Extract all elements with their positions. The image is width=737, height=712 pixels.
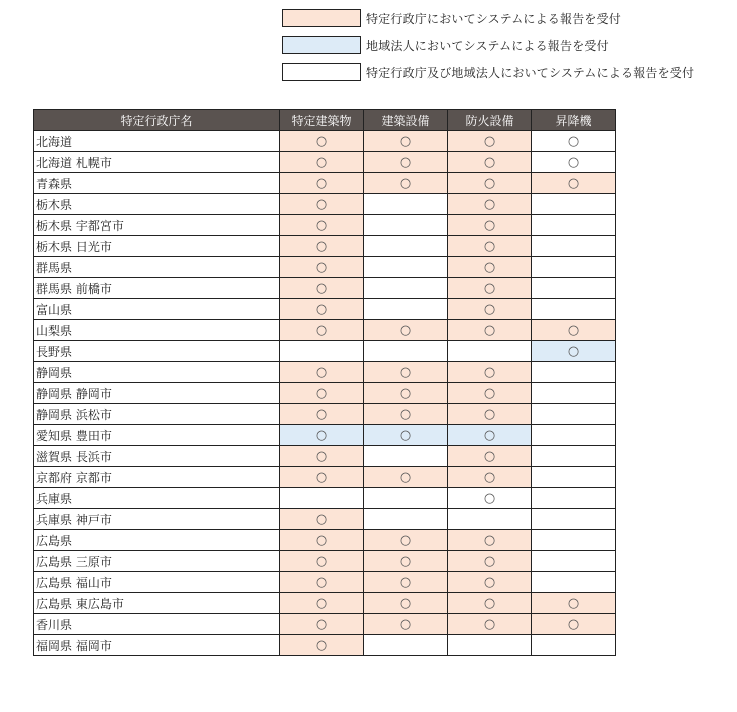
circle-mark: ○ — [567, 616, 580, 632]
status-cell — [280, 362, 364, 383]
authority-name-cell: 福岡県 福岡市 — [34, 635, 280, 656]
status-cell — [280, 572, 364, 593]
status-cell — [280, 614, 364, 635]
table-row — [34, 131, 616, 152]
circle-mark: ○ — [315, 406, 328, 422]
status-cell — [280, 173, 364, 194]
status-cell — [364, 341, 448, 362]
status-cell — [364, 383, 448, 404]
status-cell — [448, 467, 532, 488]
status-cell — [448, 425, 532, 446]
circle-mark: ○ — [315, 574, 328, 590]
status-cell — [364, 488, 448, 509]
status-cell — [448, 215, 532, 236]
table-row — [34, 530, 616, 551]
circle-mark: ○ — [483, 217, 496, 233]
circle-mark: ○ — [315, 364, 328, 380]
authority-name-cell: 山梨県 — [34, 320, 280, 341]
status-cell — [280, 299, 364, 320]
circle-mark: ○ — [483, 385, 496, 401]
circle-mark: ○ — [399, 154, 412, 170]
reporting-table — [33, 109, 616, 656]
circle-mark: ○ — [399, 364, 412, 380]
circle-mark: ○ — [315, 616, 328, 632]
authority-name-cell: 広島県 — [34, 530, 280, 551]
status-cell — [532, 341, 616, 362]
circle-mark: ○ — [567, 154, 580, 170]
status-cell — [364, 320, 448, 341]
authority-name-cell: 群馬県 前橋市 — [34, 278, 280, 299]
status-cell — [364, 278, 448, 299]
status-cell — [448, 152, 532, 173]
circle-mark: ○ — [315, 511, 328, 527]
circle-mark: ○ — [315, 637, 328, 653]
authority-name-cell: 北海道 — [34, 131, 280, 152]
status-cell — [364, 467, 448, 488]
status-cell — [448, 257, 532, 278]
table-row — [34, 383, 616, 404]
circle-mark: ○ — [483, 490, 496, 506]
legend-swatch — [282, 9, 361, 27]
table-row — [34, 467, 616, 488]
status-cell — [364, 257, 448, 278]
circle-mark: ○ — [399, 469, 412, 485]
authority-name-cell: 兵庫県 神戸市 — [34, 509, 280, 530]
status-cell — [532, 236, 616, 257]
circle-mark: ○ — [483, 574, 496, 590]
status-cell — [532, 362, 616, 383]
status-cell — [364, 530, 448, 551]
circle-mark: ○ — [483, 154, 496, 170]
status-cell — [280, 341, 364, 362]
status-cell — [532, 425, 616, 446]
status-cell — [448, 362, 532, 383]
table-row — [34, 173, 616, 194]
table-row — [34, 446, 616, 467]
status-cell — [448, 173, 532, 194]
circle-mark: ○ — [399, 553, 412, 569]
circle-mark: ○ — [483, 322, 496, 338]
circle-mark: ○ — [483, 259, 496, 275]
status-cell — [364, 509, 448, 530]
circle-mark: ○ — [483, 448, 496, 464]
status-cell — [532, 215, 616, 236]
circle-mark: ○ — [399, 616, 412, 632]
circle-mark: ○ — [567, 343, 580, 359]
circle-mark: ○ — [315, 532, 328, 548]
legend-swatch — [282, 36, 361, 54]
table-row — [34, 488, 616, 509]
status-cell — [280, 488, 364, 509]
table-row — [34, 362, 616, 383]
header-building-equipment: 建築設備 — [364, 110, 448, 131]
circle-mark: ○ — [483, 238, 496, 254]
status-cell — [280, 236, 364, 257]
authority-name-cell: 京都府 京都市 — [34, 467, 280, 488]
status-cell — [532, 635, 616, 656]
authority-name-cell: 兵庫県 — [34, 488, 280, 509]
status-cell — [280, 383, 364, 404]
status-cell — [532, 509, 616, 530]
authority-name-cell: 栃木県 — [34, 194, 280, 215]
circle-mark: ○ — [483, 133, 496, 149]
table-row — [34, 404, 616, 425]
circle-mark: ○ — [399, 532, 412, 548]
status-cell — [364, 131, 448, 152]
table-row — [34, 215, 616, 236]
legend-label: 特定行政庁においてシステムによる報告を受付 — [366, 11, 622, 26]
status-cell — [364, 404, 448, 425]
circle-mark: ○ — [399, 574, 412, 590]
status-cell — [532, 467, 616, 488]
authority-name-cell: 北海道 札幌市 — [34, 152, 280, 173]
status-cell — [280, 425, 364, 446]
status-cell — [532, 383, 616, 404]
authority-name-cell: 青森県 — [34, 173, 280, 194]
authority-name-cell: 群馬県 — [34, 257, 280, 278]
legend-swatch — [282, 63, 361, 81]
status-cell — [448, 488, 532, 509]
circle-mark: ○ — [399, 175, 412, 191]
status-cell — [448, 530, 532, 551]
status-cell — [280, 257, 364, 278]
legend-item — [282, 35, 694, 55]
status-cell — [280, 467, 364, 488]
status-cell — [532, 299, 616, 320]
status-cell — [364, 635, 448, 656]
status-cell — [364, 362, 448, 383]
authority-name-cell: 静岡県 — [34, 362, 280, 383]
status-cell — [532, 530, 616, 551]
status-cell — [532, 593, 616, 614]
circle-mark: ○ — [483, 532, 496, 548]
table-row — [34, 635, 616, 656]
status-cell — [448, 593, 532, 614]
status-cell — [280, 404, 364, 425]
authority-name-cell: 広島県 東広島市 — [34, 593, 280, 614]
table-row — [34, 509, 616, 530]
status-cell — [280, 320, 364, 341]
table-row — [34, 593, 616, 614]
status-cell — [280, 635, 364, 656]
authority-name-cell: 長野県 — [34, 341, 280, 362]
status-cell — [532, 446, 616, 467]
legend — [282, 8, 694, 89]
status-cell — [364, 593, 448, 614]
status-cell — [532, 194, 616, 215]
status-cell — [532, 152, 616, 173]
circle-mark: ○ — [483, 406, 496, 422]
status-cell — [364, 299, 448, 320]
status-cell — [532, 614, 616, 635]
status-cell — [532, 278, 616, 299]
circle-mark: ○ — [483, 427, 496, 443]
authority-name-cell: 静岡県 浜松市 — [34, 404, 280, 425]
header-authority-name: 特定行政庁名 — [34, 110, 280, 131]
status-cell — [280, 446, 364, 467]
table-row — [34, 614, 616, 635]
status-cell — [448, 551, 532, 572]
authority-name-cell: 滋賀県 長浜市 — [34, 446, 280, 467]
authority-name-cell: 富山県 — [34, 299, 280, 320]
status-cell — [280, 593, 364, 614]
status-cell — [448, 572, 532, 593]
status-cell — [364, 446, 448, 467]
status-cell — [532, 404, 616, 425]
authority-name-cell: 愛知県 豊田市 — [34, 425, 280, 446]
header-specified-building: 特定建築物 — [280, 110, 364, 131]
circle-mark: ○ — [315, 322, 328, 338]
table-row — [34, 194, 616, 215]
circle-mark: ○ — [315, 280, 328, 296]
status-cell — [364, 551, 448, 572]
status-cell — [448, 446, 532, 467]
status-cell — [532, 488, 616, 509]
circle-mark: ○ — [315, 595, 328, 611]
status-cell — [280, 551, 364, 572]
authority-name-cell: 広島県 福山市 — [34, 572, 280, 593]
table-row — [34, 425, 616, 446]
circle-mark: ○ — [483, 196, 496, 212]
table-row — [34, 551, 616, 572]
status-cell — [364, 215, 448, 236]
status-cell — [280, 530, 364, 551]
status-cell — [280, 131, 364, 152]
status-cell — [364, 572, 448, 593]
circle-mark: ○ — [399, 322, 412, 338]
status-cell — [448, 614, 532, 635]
circle-mark: ○ — [483, 175, 496, 191]
status-cell — [532, 572, 616, 593]
legend-label: 特定行政庁及び地域法人においてシステムによる報告を受付 — [366, 65, 695, 80]
circle-mark: ○ — [567, 595, 580, 611]
status-cell — [448, 383, 532, 404]
authority-name-cell: 栃木県 宇都宮市 — [34, 215, 280, 236]
status-cell — [364, 152, 448, 173]
legend-item — [282, 8, 694, 28]
status-cell — [532, 320, 616, 341]
status-cell — [364, 173, 448, 194]
authority-name-cell: 栃木県 日光市 — [34, 236, 280, 257]
table-row — [34, 257, 616, 278]
circle-mark: ○ — [399, 133, 412, 149]
status-cell — [532, 131, 616, 152]
circle-mark: ○ — [483, 469, 496, 485]
circle-mark: ○ — [315, 154, 328, 170]
circle-mark: ○ — [315, 301, 328, 317]
circle-mark: ○ — [315, 175, 328, 191]
circle-mark: ○ — [315, 133, 328, 149]
status-cell — [448, 131, 532, 152]
table-row — [34, 341, 616, 362]
table-row — [34, 236, 616, 257]
circle-mark: ○ — [567, 133, 580, 149]
status-cell — [448, 509, 532, 530]
table-row — [34, 320, 616, 341]
circle-mark: ○ — [399, 406, 412, 422]
table-row — [34, 299, 616, 320]
circle-mark: ○ — [315, 469, 328, 485]
status-cell — [448, 635, 532, 656]
circle-mark: ○ — [315, 259, 328, 275]
circle-mark: ○ — [315, 448, 328, 464]
circle-mark: ○ — [315, 553, 328, 569]
status-cell — [532, 551, 616, 572]
legend-label: 地域法人においてシステムによる報告を受付 — [366, 38, 609, 53]
header-fire-equipment: 防火設備 — [448, 110, 532, 131]
circle-mark: ○ — [483, 595, 496, 611]
status-cell — [364, 194, 448, 215]
circle-mark: ○ — [567, 322, 580, 338]
table-row — [34, 278, 616, 299]
circle-mark: ○ — [315, 238, 328, 254]
circle-mark: ○ — [399, 427, 412, 443]
status-cell — [532, 173, 616, 194]
header-elevator: 昇降機 — [532, 110, 616, 131]
status-cell — [280, 278, 364, 299]
authority-name-cell: 広島県 三原市 — [34, 551, 280, 572]
circle-mark: ○ — [399, 595, 412, 611]
status-cell — [532, 257, 616, 278]
authority-name-cell: 香川県 — [34, 614, 280, 635]
status-cell — [364, 236, 448, 257]
status-cell — [448, 278, 532, 299]
circle-mark: ○ — [483, 280, 496, 296]
circle-mark: ○ — [483, 553, 496, 569]
circle-mark: ○ — [483, 616, 496, 632]
circle-mark: ○ — [483, 364, 496, 380]
circle-mark: ○ — [567, 175, 580, 191]
circle-mark: ○ — [315, 427, 328, 443]
status-cell — [448, 341, 532, 362]
status-cell — [448, 194, 532, 215]
status-cell — [280, 152, 364, 173]
status-cell — [448, 404, 532, 425]
status-cell — [280, 194, 364, 215]
circle-mark: ○ — [315, 385, 328, 401]
status-cell — [448, 320, 532, 341]
status-cell — [280, 509, 364, 530]
authority-name-cell: 静岡県 静岡市 — [34, 383, 280, 404]
table-header-row — [34, 110, 616, 131]
status-cell — [448, 236, 532, 257]
status-cell — [364, 614, 448, 635]
circle-mark: ○ — [315, 196, 328, 212]
status-cell — [364, 425, 448, 446]
legend-item — [282, 62, 694, 82]
circle-mark: ○ — [315, 217, 328, 233]
status-cell — [448, 299, 532, 320]
status-cell — [280, 215, 364, 236]
circle-mark: ○ — [483, 301, 496, 317]
table-row — [34, 152, 616, 173]
circle-mark: ○ — [399, 385, 412, 401]
table-row — [34, 572, 616, 593]
